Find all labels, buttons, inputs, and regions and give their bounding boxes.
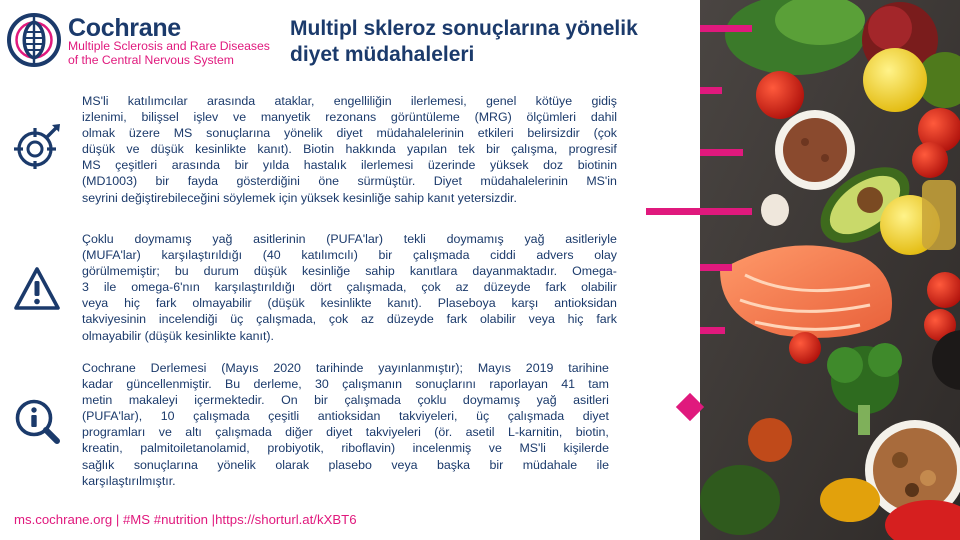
word: içermektedir. [194, 393, 265, 408]
word: engelliliğin [333, 94, 392, 108]
word: omega-6'nın [131, 280, 200, 295]
word: diyet [336, 126, 363, 141]
word: üç [476, 409, 490, 424]
word: için [278, 190, 298, 205]
word: kadar [82, 377, 113, 392]
word: müdahalelerinin [480, 174, 568, 189]
cochrane-logo [6, 12, 281, 68]
word: Diyet [433, 174, 462, 189]
word: Çoklu [82, 232, 114, 246]
word: dayanmaktadır. [472, 264, 558, 279]
word: düşük [253, 264, 287, 279]
word: katılımcılar [127, 94, 188, 108]
word: riboflavin) [341, 441, 396, 456]
findings-paragraph [82, 93, 617, 206]
word: fark [545, 280, 567, 295]
word: düşük [150, 142, 184, 157]
word: çok [421, 280, 441, 295]
word: ataklar, [274, 94, 315, 108]
word: Derlemesi [150, 361, 207, 375]
word: 10 [160, 409, 175, 424]
word: tekli [403, 232, 426, 246]
word: sürmüştür. [357, 174, 416, 189]
word: müdahalelerinin [376, 126, 464, 141]
word: diyet [582, 409, 609, 424]
title-line: Multipl skleroz sonuçlarına yönelik [290, 17, 638, 40]
word: fark [596, 312, 617, 327]
word: kanıt). [387, 296, 422, 311]
word: 3 [82, 280, 89, 295]
word: hiç [567, 312, 584, 327]
word: raporlayan [489, 377, 548, 392]
word: başka [436, 457, 471, 472]
page-title [290, 16, 690, 68]
word: hastalık [303, 158, 347, 173]
footer-links: ms.cochrane.org | #MS #nutrition |https://shorturl.at/kXBT6 [14, 512, 357, 527]
word: MS'li [82, 94, 109, 108]
word: sağlık [82, 457, 115, 472]
word: az [455, 280, 469, 295]
text-line [82, 408, 609, 424]
text-line [82, 457, 609, 473]
word: bir [314, 393, 328, 408]
word: Bu [225, 377, 241, 392]
word: progresif [568, 142, 617, 157]
brand-name: Cochrane [68, 14, 181, 42]
word: arasında [206, 94, 256, 108]
word: ve [126, 142, 140, 157]
word: ölçümleri [526, 110, 577, 125]
word: az [360, 312, 375, 327]
word: 41 [561, 377, 575, 392]
text-line [82, 190, 617, 206]
text-line [82, 376, 609, 392]
text-line [82, 173, 617, 189]
word: (40 [262, 248, 281, 263]
word: bir [486, 142, 500, 157]
word: (ör. [434, 425, 453, 440]
word: biotin, [575, 425, 609, 440]
word: asitlerinin [253, 232, 306, 246]
word: etkileri [477, 126, 514, 141]
word: bilişsel [141, 110, 179, 125]
word: yönelik [284, 126, 323, 141]
word: kanıt). [257, 142, 292, 157]
word: düşük [82, 142, 116, 157]
word: çalışmada [412, 248, 470, 263]
word: (PUFA'lar) [326, 232, 383, 246]
word: rezonans [325, 110, 377, 125]
word: üzere [128, 126, 160, 141]
word: yağ [212, 232, 233, 246]
word: fark [155, 296, 177, 311]
word: antioksidan [317, 409, 381, 424]
word: olay [594, 248, 617, 263]
word: doz [543, 158, 564, 173]
word: (düşük [144, 328, 182, 343]
word: (çok [593, 126, 617, 141]
word: (PUFA'lar), [82, 409, 143, 424]
word: gösterdiğini [236, 174, 300, 189]
word: fark [446, 312, 468, 327]
word: çeşitleri [115, 158, 158, 173]
word: 30 [315, 377, 329, 392]
word: karşı [511, 296, 539, 311]
word: ciddi [490, 248, 516, 263]
decor-stripe [646, 208, 752, 215]
healthy-food-photo [700, 0, 960, 540]
word: advers [536, 248, 574, 263]
word: probiyotik, [267, 441, 324, 456]
word: Plaseboya [437, 296, 496, 311]
text-line [82, 247, 617, 263]
word: kesinliğe [342, 190, 391, 205]
word: dahil [590, 110, 617, 125]
word: kesinlikte [320, 296, 372, 311]
word: sonuçlarını [415, 377, 476, 392]
word: On [281, 393, 298, 408]
text-line [82, 125, 617, 141]
brand-subtitle-line: Multiple Sclerosis and Rare Diseases [68, 39, 270, 53]
title-line: diyet müdahaleleri [290, 43, 475, 66]
word: bir [378, 248, 393, 263]
cochrane-logo-icon [6, 12, 62, 68]
word: incelendiği [158, 312, 218, 327]
word: olarak [275, 457, 310, 472]
word: çalışmada, [346, 280, 407, 295]
word: çalışmanın [342, 377, 403, 392]
word: takviyeleri [365, 425, 421, 440]
text-line [82, 440, 609, 456]
word: doymamış [446, 232, 504, 246]
brand-subtitle [68, 40, 270, 67]
word: doymamış [134, 232, 192, 246]
word: çeşitli [268, 409, 300, 424]
word: altı [185, 425, 202, 440]
word: kesinlikte [185, 328, 237, 343]
word: ilerlemesi [360, 158, 414, 173]
word: takviyesinin [82, 312, 147, 327]
word: karşılaştırılmıştır. [82, 473, 176, 488]
word: bir [489, 457, 504, 472]
decor-stripe [700, 264, 732, 271]
word: tarihine [568, 361, 609, 375]
word: tek [458, 142, 475, 157]
word: belirsizdir [527, 126, 580, 141]
decor-stripe [700, 149, 743, 156]
word: fayda [187, 174, 219, 189]
word: (Mayıs [221, 361, 259, 375]
word: yetersizdir. [457, 190, 517, 205]
decor-stripe [700, 25, 752, 32]
word: kanıt). [239, 328, 274, 343]
word: makaleyi [128, 393, 178, 408]
word: görülmemiştir; [82, 264, 160, 279]
word: sonuçlarına [206, 126, 271, 141]
word: sahip [365, 264, 395, 279]
word: (MUFA'lar) [82, 248, 141, 263]
word: çalışma, [511, 142, 558, 157]
word: hakkında [345, 142, 396, 157]
word: olmak [82, 126, 116, 141]
word: yayınlanmıştır); [378, 361, 463, 375]
word: kanıtlara [409, 264, 458, 279]
word: yağ [524, 232, 545, 246]
info-magnifier-icon [14, 398, 60, 444]
text-line [82, 279, 617, 295]
text-line [82, 93, 617, 109]
word: kötüye [535, 94, 573, 108]
word: (MD1003) [82, 174, 138, 189]
word: MS [173, 126, 193, 141]
word: hiç [124, 296, 140, 311]
word: 2019 [525, 361, 554, 375]
word: bir [234, 158, 249, 173]
word: katılımcılı) [301, 248, 358, 263]
word: yüksek [300, 190, 340, 205]
word: gidiş [591, 94, 617, 108]
review-info-paragraph [82, 360, 609, 489]
word: çoklu [417, 393, 447, 408]
word: L-karnitin, [507, 425, 563, 440]
word: çalışmada [507, 409, 565, 424]
word: güncellenmiştir. [126, 377, 212, 392]
text-line [82, 392, 609, 408]
word: MS'li [519, 441, 546, 456]
decor-stripe [700, 327, 725, 334]
word: MS'in [586, 174, 617, 189]
word: bir [155, 174, 170, 189]
word: ilerlemesi, [410, 94, 467, 108]
word: değiştirebileceğini [121, 190, 220, 205]
word: metin [82, 393, 113, 408]
word: veya [391, 457, 418, 472]
target-icon [14, 124, 60, 170]
word: ve [488, 441, 502, 456]
word: ve [233, 110, 247, 125]
word: (düşük [267, 296, 305, 311]
word: asitleriyle [565, 232, 617, 246]
word: çalışmada [193, 409, 250, 424]
word: ile [103, 280, 117, 295]
word: antioksidan [554, 296, 617, 311]
word: (MRG) [474, 110, 512, 125]
word: programları [82, 425, 146, 440]
word: yılda [262, 158, 290, 173]
word: sahip [394, 190, 425, 205]
text-line [82, 424, 609, 440]
word: karşılaştırıldığı [214, 280, 296, 295]
word: derleme, [253, 377, 302, 392]
word: Cochrane [82, 361, 136, 375]
decor-stripe [700, 87, 722, 94]
word: kreatin, [82, 441, 123, 456]
word: veya [82, 296, 109, 311]
word: 2020 [273, 361, 301, 375]
word: yüksek [489, 158, 529, 173]
word: düzeyde [386, 312, 434, 327]
word: Biotin [303, 142, 335, 157]
word: arasında [171, 158, 220, 173]
word: üç [230, 312, 244, 327]
word: kesinliğe [301, 264, 351, 279]
brand-subtitle-line: of the Central Nervous System [68, 52, 234, 67]
word: olmayabilir [82, 328, 142, 343]
word: sonuçlarına [133, 457, 198, 472]
word: yağ [536, 393, 557, 408]
word: görüntüleme [390, 110, 460, 125]
word: dört [310, 280, 332, 295]
word: genel [486, 94, 517, 108]
word: müdahale [522, 457, 578, 472]
word: karşılaştırıldığı [161, 248, 243, 263]
text-line [82, 473, 609, 489]
text-line [82, 109, 617, 125]
food-illustration [700, 0, 960, 540]
word: durum [203, 264, 239, 279]
word: düzeyde [483, 280, 531, 295]
word: MS [82, 158, 101, 173]
word: bu [174, 264, 189, 279]
word: manyetik [260, 110, 311, 125]
word: izlenimi, [82, 110, 127, 125]
text-line [82, 328, 617, 344]
word: palmitoiletanolamid, [140, 441, 250, 456]
word: üzerinde [427, 158, 476, 173]
word: çalışmada, [256, 312, 317, 327]
text-line [82, 157, 617, 173]
word: tarihinde [315, 361, 364, 375]
word: olabilir [480, 312, 516, 327]
word: yapılan [407, 142, 447, 157]
word: asitleri [573, 393, 609, 408]
text-line [82, 141, 617, 157]
warning-icon [14, 266, 60, 312]
text-line [82, 360, 609, 376]
word: tam [588, 377, 609, 392]
word: çalışmada [344, 393, 401, 408]
word: plasebo [328, 457, 372, 472]
word: incelenmiş [412, 441, 472, 456]
word: veya [528, 312, 555, 327]
word: işlev [193, 110, 219, 125]
text-line [82, 311, 617, 327]
word: çalışmada [215, 425, 272, 440]
word: olmayabilir [192, 296, 252, 311]
text-line [82, 231, 617, 247]
word: ve [158, 425, 172, 440]
word: yönelik [217, 457, 256, 472]
word: öne [318, 174, 339, 189]
word: kanıt [427, 190, 455, 205]
word: diyet [326, 425, 353, 440]
text-line [82, 295, 617, 311]
word: olabilir [581, 280, 617, 295]
word: doymamış [462, 393, 521, 408]
word: takviyeleri, [398, 409, 458, 424]
word: söylemek [223, 190, 276, 205]
word: biotinin [577, 158, 617, 173]
word: kişilerde [563, 441, 609, 456]
word: Omega- [572, 264, 617, 279]
word: ile [596, 457, 609, 472]
adverse-events-paragraph [82, 231, 617, 344]
word: seyrini [82, 190, 118, 205]
word: çok [328, 312, 349, 327]
text-line [82, 263, 617, 279]
word: diğer [285, 425, 313, 440]
word: Mayıs [477, 361, 511, 375]
word: asetil [465, 425, 495, 440]
word: kesinlikte [195, 142, 247, 157]
